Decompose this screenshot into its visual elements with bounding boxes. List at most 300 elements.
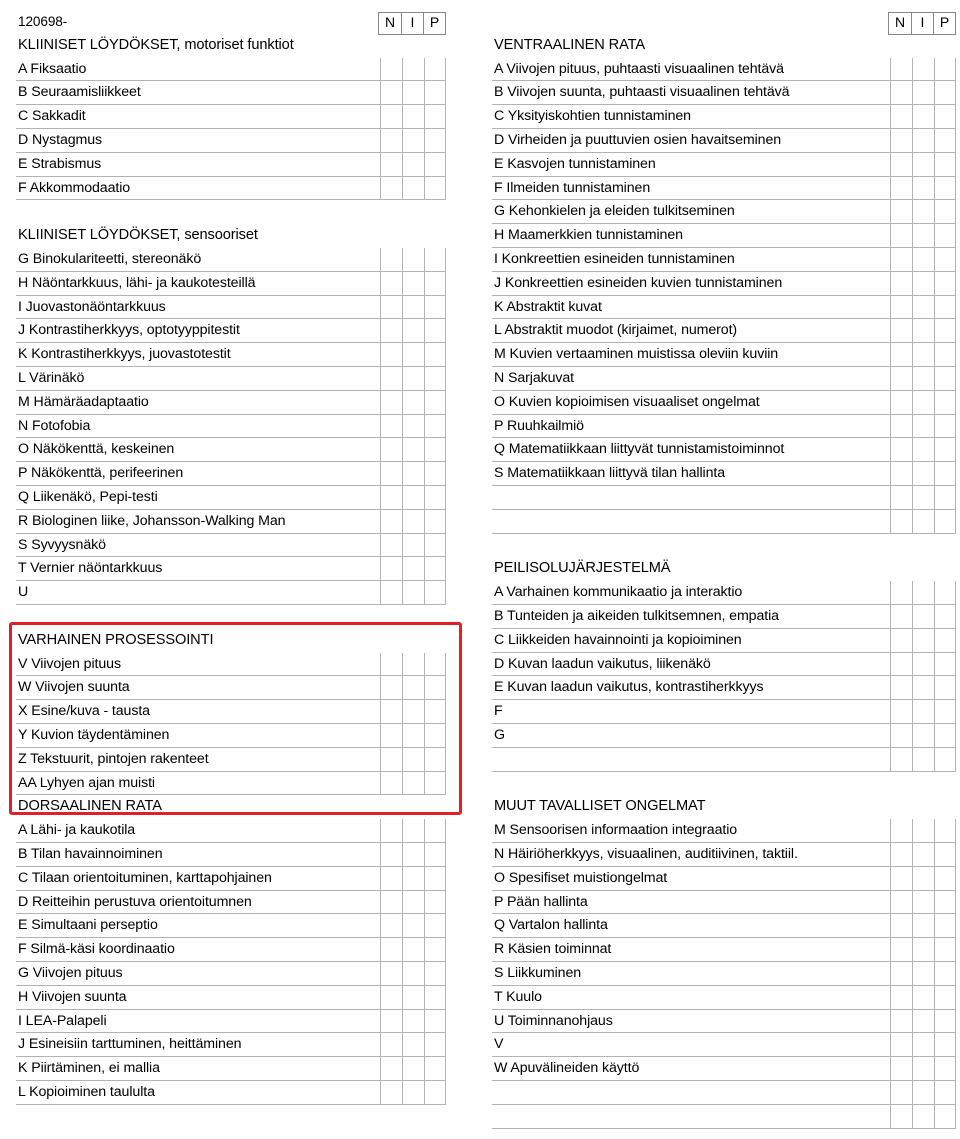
checkbox-p[interactable] [424,58,446,81]
checkbox-i[interactable] [402,891,424,914]
checkbox-n[interactable] [380,296,402,319]
checkbox-i[interactable] [402,153,424,176]
checkbox-p[interactable] [934,724,956,747]
table-row-label: E Kuvan laadun vaikutus, kontrastiherkkyys [494,679,764,696]
checkbox-p[interactable] [424,867,446,890]
checkbox-p[interactable] [934,462,956,485]
table-row [16,105,446,129]
table-row-label: A Viivojen pituus, puhtaasti visuaalinen tehtävä [494,60,784,77]
checkbox-n[interactable] [380,867,402,890]
checkbox-i[interactable] [402,105,424,128]
table-row [16,534,446,558]
checkbox-i[interactable] [912,843,934,866]
table-row-label: Q Liikenäkö, Pepi-testi [18,489,158,505]
table-row [492,343,956,367]
checkbox-p[interactable] [424,153,446,176]
checkbox-i[interactable] [402,415,424,438]
checkbox-p[interactable] [934,200,956,223]
checkbox-i[interactable] [402,986,424,1009]
checkbox-i[interactable] [912,415,934,438]
checkbox-p[interactable] [934,891,956,914]
checkbox-p[interactable] [934,153,956,176]
checkbox-n[interactable] [380,105,402,128]
section-title-early-label: VARHAINEN PROSESSOINTI [18,631,214,648]
checkbox-p[interactable] [424,391,446,414]
table-row [492,177,956,201]
checkbox-i[interactable] [402,1010,424,1033]
table-row-label: O Spesifiset muistiongelmat [494,869,668,886]
checkbox-n[interactable] [890,819,912,842]
table-row-label: B Tilan havainnoiminen [18,846,163,862]
checkbox-cells [890,724,956,747]
checkbox-n[interactable] [890,1033,912,1056]
checkbox-p[interactable] [424,248,446,271]
checkbox-i[interactable] [912,438,934,461]
table-row [492,653,956,677]
checkbox-i[interactable] [912,224,934,247]
checkbox-p[interactable] [424,914,446,937]
checkbox-n[interactable] [890,1105,912,1128]
checkbox-n[interactable] [380,938,402,961]
checkbox-p[interactable] [934,843,956,866]
table-row-label: C Sakkadit [18,108,86,125]
table-row [16,58,446,82]
checkbox-i[interactable] [912,1081,934,1104]
checkbox-i[interactable] [912,105,934,128]
checkbox-p[interactable] [424,938,446,961]
table-row-label: O Kuvien kopioimisen visuaaliset ongelmat [494,393,760,410]
checkbox-n[interactable] [380,391,402,414]
checkbox-p[interactable] [934,367,956,390]
table-row [16,1081,446,1105]
checkbox-cells [890,319,956,342]
checkbox-n[interactable] [890,1057,912,1080]
table-row [16,581,446,605]
checkbox-p[interactable] [934,415,956,438]
checkbox-p[interactable] [934,248,956,271]
checkbox-p[interactable] [934,296,956,319]
checkbox-i[interactable] [402,58,424,81]
checkbox-p[interactable] [424,557,446,580]
checkbox-n[interactable] [890,867,912,890]
table-row-label: N Häiriöherkkyys, visuaalinen, auditiivinen, taktiil. [494,846,798,862]
table-row-label [492,1081,890,1104]
checkbox-i[interactable] [912,462,934,485]
checkbox-p[interactable] [934,81,956,104]
checkbox-cells [380,272,446,295]
checkbox-i[interactable] [912,676,934,699]
checkbox-n[interactable] [380,272,402,295]
checkbox-p[interactable] [934,938,956,961]
checkbox-i[interactable] [402,867,424,890]
checkbox-i[interactable] [402,296,424,319]
checkbox-n[interactable] [890,105,912,128]
checkbox-i[interactable] [402,391,424,414]
checkbox-p[interactable] [424,843,446,866]
checkbox-i[interactable] [912,58,934,81]
checkbox-p[interactable] [934,272,956,295]
checkbox-n[interactable] [890,438,912,461]
checkbox-i[interactable] [402,81,424,104]
checkbox-n[interactable] [890,296,912,319]
checkbox-n[interactable] [380,129,402,152]
checkbox-i[interactable] [912,486,934,509]
checkbox-i[interactable] [912,391,934,414]
checkbox-i[interactable] [402,581,424,604]
checkbox-p[interactable] [424,462,446,485]
checkbox-n[interactable] [890,153,912,176]
checkbox-i[interactable] [912,272,934,295]
checkbox-n[interactable] [380,58,402,81]
checkbox-n[interactable] [890,200,912,223]
checkbox-i[interactable] [912,343,934,366]
checkbox-i[interactable] [402,1033,424,1056]
checkbox-p[interactable] [424,581,446,604]
checkbox-p[interactable] [934,343,956,366]
table-row-label: U [18,584,29,601]
checkbox-n[interactable] [890,248,912,271]
checkbox-cells [380,343,446,366]
checkbox-n[interactable] [890,605,912,628]
checkbox-i[interactable] [912,248,934,271]
checkbox-cells [890,486,956,509]
checkbox-i[interactable] [912,129,934,152]
checkbox-n[interactable] [380,986,402,1009]
table-row-label: X Esine/kuva - tausta [18,703,150,720]
checkbox-p[interactable] [934,129,956,152]
checkbox-p[interactable] [424,415,446,438]
checkbox-cells [380,557,446,580]
checkbox-n[interactable] [890,629,912,652]
table-row [492,1057,956,1081]
table-row [492,867,956,891]
checkbox-n[interactable] [380,819,402,842]
checkbox-p[interactable] [934,486,956,509]
checkbox-cells [380,867,446,890]
checkbox-p[interactable] [934,1033,956,1056]
checkbox-i[interactable] [402,1081,424,1104]
checkbox-p[interactable] [934,700,956,723]
table-row-label [492,510,890,533]
checkbox-i[interactable] [912,891,934,914]
table-row-label [492,1105,890,1128]
checkbox-n[interactable] [380,367,402,390]
checkbox-i[interactable] [402,843,424,866]
checkbox-p[interactable] [934,748,956,771]
checkbox-n[interactable] [380,343,402,366]
checkbox-n[interactable] [890,415,912,438]
checkbox-p[interactable] [934,177,956,200]
checkbox-n[interactable] [890,81,912,104]
table-row [492,748,956,772]
checkbox-n[interactable] [890,581,912,604]
checkbox-p[interactable] [424,1081,446,1104]
checkbox-n[interactable] [890,748,912,771]
checkbox-i[interactable] [912,962,934,985]
checkbox-i[interactable] [402,367,424,390]
table-row-label: B Seuraamisliikkeet [18,84,141,101]
checkbox-n[interactable] [890,177,912,200]
checkbox-cells [890,605,956,628]
checkbox-p[interactable] [934,105,956,128]
checkbox-p[interactable] [424,319,446,342]
checkbox-p[interactable] [934,581,956,604]
checkbox-p[interactable] [934,1081,956,1104]
checkbox-p[interactable] [934,914,956,937]
checkbox-p[interactable] [424,81,446,104]
checkbox-i[interactable] [912,700,934,723]
checkbox-p[interactable] [424,962,446,985]
table-row [16,486,446,510]
checkbox-i[interactable] [912,724,934,747]
table-row [16,938,446,962]
checkbox-n[interactable] [890,462,912,485]
checkbox-p[interactable] [934,510,956,533]
checkbox-i[interactable] [402,534,424,557]
checkbox-n[interactable] [890,891,912,914]
checkbox-p[interactable] [424,986,446,1009]
checkbox-i[interactable] [402,319,424,342]
checkbox-i[interactable] [402,248,424,271]
checkbox-p[interactable] [934,438,956,461]
table-row [16,319,446,343]
checkbox-header-p: P [423,13,445,34]
checkbox-cells [890,1033,956,1056]
checkbox-n[interactable] [380,891,402,914]
checkbox-i[interactable] [912,819,934,842]
table-row-label: C Tilaan orientoituminen, karttapohjainen [18,869,272,886]
checkbox-n[interactable] [380,581,402,604]
checkbox-i[interactable] [912,296,934,319]
checkbox-n[interactable] [890,676,912,699]
checkbox-p[interactable] [424,486,446,509]
checkbox-i[interactable] [402,510,424,533]
checkbox-n[interactable] [380,153,402,176]
checkbox-n[interactable] [890,391,912,414]
checkbox-n[interactable] [890,1010,912,1033]
checkbox-p[interactable] [934,391,956,414]
checkbox-p[interactable] [424,296,446,319]
section-title-other [492,795,956,819]
checkbox-i[interactable] [402,914,424,937]
table-row [492,676,956,700]
checkbox-i[interactable] [912,581,934,604]
checkbox-i[interactable] [402,1057,424,1080]
table-row [492,700,956,724]
checkbox-i[interactable] [402,557,424,580]
checkbox-n[interactable] [380,438,402,461]
checkbox-p[interactable] [934,962,956,985]
checkbox-n[interactable] [890,224,912,247]
checkbox-n[interactable] [890,510,912,533]
checkbox-i[interactable] [912,748,934,771]
checkbox-p[interactable] [424,1010,446,1033]
checkbox-i[interactable] [912,200,934,223]
checkbox-n[interactable] [890,962,912,985]
checkbox-p[interactable] [934,986,956,1009]
checkbox-p[interactable] [424,367,446,390]
table-row-label: O Näkökenttä, keskeinen [18,441,175,458]
table-row-label: S Syvyysnäkö [18,536,106,553]
checkbox-n[interactable] [890,700,912,723]
checkbox-i[interactable] [912,510,934,533]
checkbox-i[interactable] [912,1033,934,1056]
checkbox-cells [890,962,956,985]
checkbox-i[interactable] [912,605,934,628]
checkbox-p[interactable] [934,629,956,652]
checkbox-p[interactable] [934,605,956,628]
checkbox-n[interactable] [380,462,402,485]
checkbox-n[interactable] [890,319,912,342]
checkbox-n[interactable] [380,177,402,200]
checkbox-p[interactable] [424,177,446,200]
checkbox-i[interactable] [912,938,934,961]
checkbox-p[interactable] [424,891,446,914]
table-row [492,200,956,224]
checkbox-i[interactable] [402,486,424,509]
checkbox-i[interactable] [912,367,934,390]
checkbox-i[interactable] [402,438,424,461]
checkbox-n[interactable] [890,653,912,676]
checkbox-header [378,12,446,35]
checkbox-i[interactable] [912,1010,934,1033]
checkbox-n[interactable] [380,557,402,580]
checkbox-cells [890,938,956,961]
checkbox-p[interactable] [424,129,446,152]
checkbox-i[interactable] [402,938,424,961]
checkbox-cells [380,986,446,1009]
checkbox-n[interactable] [380,843,402,866]
checkbox-cells [890,248,956,271]
checkbox-i[interactable] [912,177,934,200]
checkbox-n[interactable] [890,367,912,390]
checkbox-p[interactable] [424,438,446,461]
checkbox-n[interactable] [890,58,912,81]
checkbox-n[interactable] [380,1033,402,1056]
checkbox-n[interactable] [890,1081,912,1104]
checkbox-n[interactable] [890,343,912,366]
checkbox-p[interactable] [934,319,956,342]
checkbox-p[interactable] [424,819,446,842]
checkbox-p[interactable] [934,1010,956,1033]
checkbox-p[interactable] [934,676,956,699]
checkbox-n[interactable] [890,914,912,937]
checkbox-cells [380,1010,446,1033]
checkbox-i[interactable] [912,867,934,890]
checkbox-n[interactable] [380,962,402,985]
checkbox-p[interactable] [934,819,956,842]
checkbox-n[interactable] [380,914,402,937]
checkbox-p[interactable] [424,534,446,557]
checkbox-p[interactable] [934,653,956,676]
checkbox-n[interactable] [380,415,402,438]
checkbox-p[interactable] [934,58,956,81]
table-row-label: S Matematiikkaan liittyvä tilan hallinta [494,465,725,482]
checkbox-n[interactable] [380,1010,402,1033]
checkbox-i[interactable] [912,153,934,176]
table-row [16,177,446,201]
table-row [16,415,446,439]
checkbox-p[interactable] [424,105,446,128]
checkbox-i[interactable] [912,986,934,1009]
checkbox-n[interactable] [890,272,912,295]
checkbox-p[interactable] [934,1105,956,1128]
table-row [492,415,956,439]
checkbox-i[interactable] [912,319,934,342]
table-row [492,438,956,462]
table-row-label: J Kontrastiherkkyys, optotyyppitestit [18,322,240,339]
checkbox-p[interactable] [424,272,446,295]
checkbox-n[interactable] [380,81,402,104]
checkbox-cells [890,415,956,438]
checkbox-cells [890,343,956,366]
checkbox-n[interactable] [890,938,912,961]
table-row [492,486,956,510]
checkbox-n[interactable] [890,724,912,747]
checkbox-i[interactable] [402,177,424,200]
checkbox-header-n: N [384,14,396,30]
checkbox-n[interactable] [380,534,402,557]
table-row-label: Z Tekstuurit, pintojen rakenteet [18,750,209,767]
checkbox-p[interactable] [934,224,956,247]
checkbox-i[interactable] [402,462,424,485]
checkbox-i[interactable] [912,81,934,104]
checkbox-i[interactable] [912,653,934,676]
checkbox-n[interactable] [380,1057,402,1080]
checkbox-n[interactable] [890,843,912,866]
table-row [16,438,446,462]
checkbox-cells [380,296,446,319]
table-row [16,367,446,391]
checkbox-p[interactable] [424,343,446,366]
checkbox-p[interactable] [934,867,956,890]
table-row-label: E Strabismus [18,155,102,172]
checkbox-n[interactable] [380,1081,402,1104]
checkbox-i[interactable] [402,819,424,842]
checkbox-n[interactable] [890,986,912,1009]
checkbox-n[interactable] [890,486,912,509]
checkbox-n[interactable] [380,319,402,342]
checkbox-i[interactable] [912,1105,934,1128]
checkbox-i[interactable] [402,272,424,295]
checkbox-cells [380,367,446,390]
checkbox-cells [890,1010,956,1033]
checkbox-p[interactable] [424,1057,446,1080]
checkbox-i[interactable] [402,343,424,366]
checkbox-p[interactable] [424,1033,446,1056]
table-row [16,891,446,915]
checkbox-i[interactable] [912,629,934,652]
section-title-ventral [492,34,956,58]
checkbox-n[interactable] [380,248,402,271]
checkbox-header [888,12,956,35]
table-row-label: B Tunteiden ja aikeiden tulkitsemnen, empatia [494,608,779,624]
table-row-label: V Viivojen pituus [18,655,121,672]
table-row-label: T Vernier näöntarkkuus [18,560,163,577]
checkbox-p[interactable] [424,510,446,533]
checkbox-n[interactable] [380,510,402,533]
checkbox-n[interactable] [380,486,402,509]
checkbox-n[interactable] [890,129,912,152]
checkbox-i[interactable] [402,962,424,985]
checkbox-i[interactable] [912,1057,934,1080]
table-row-label: N Fotofobia [18,417,91,434]
checkbox-p[interactable] [934,1057,956,1080]
checkbox-i[interactable] [402,129,424,152]
checkbox-cells [380,319,446,342]
checkbox-i[interactable] [912,914,934,937]
checkbox-cells [380,462,446,485]
